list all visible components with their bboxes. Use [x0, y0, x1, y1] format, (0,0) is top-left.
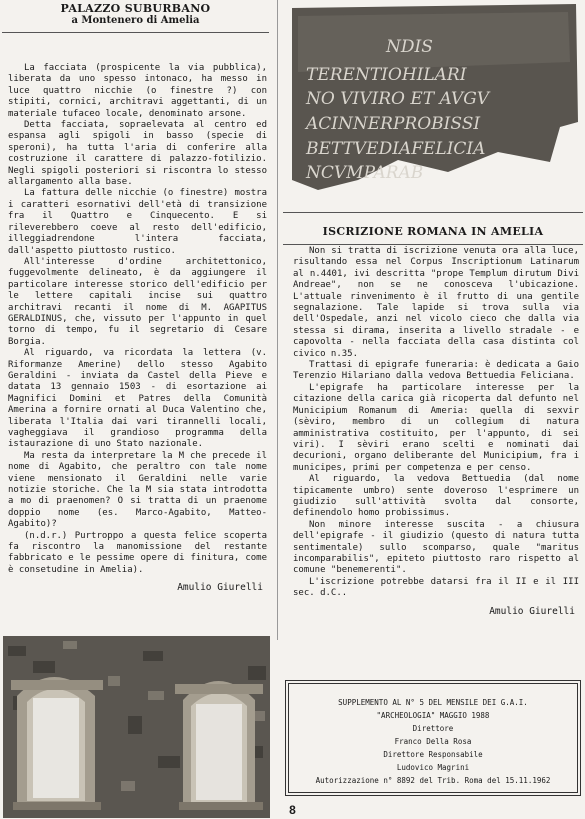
inscription-line: ACINNERPROBISSI: [306, 114, 481, 134]
inscription-line: NDIS: [386, 37, 433, 57]
paragraph: Non si tratta di iscrizione venuta ora alla luce, risultando essa nel Corpus Inscriptionum Latinarum al n.4401, ivi descritta "prope Templum dirutum Divi Andreae", non se ne conosceva l'ubicazione. L'attuale rinvenimento è il frutto di una gentile segnalazione. Tale lapide si trova sulla via dell'Ospedale, anzi nel vicolo cieco che dalla via stessa si dirama, inserita a livello stradale - e capovolta - nella facciata della casa distinta col civico n.35.: [293, 246, 579, 359]
supplement-box: [288, 683, 578, 793]
supplement-line: "ARCHEOLOGIA" MAGGIO 1988: [376, 711, 490, 720]
paragraph: L'epigrafe ha particolare interesse per la citazione della carica già ricoperta dal defunto nel Municipium Romanum di Ameria: quella di sexvir (sèviro, membro di un collegium di natura amministrativa costituito, per l'appunto, di sei viri). I sèviri erano scelti e nominati dai decurioni, organo deliberante del Municipium, fra i municipes, primi per competenza e per censo.: [293, 382, 579, 473]
right-article-header: [283, 212, 583, 245]
paragraph: (n.d.r.) Purtroppo a questa felice scoperta fa riscontro la manomissione del restante fabbricato e le pessime opere di finitura, come è consetudine in Amelia).: [8, 530, 267, 575]
paragraph: L'iscrizione potrebbe datarsi fra il II e il III sec. d.C..: [293, 576, 579, 599]
paragraph: Ma resta da interpretare la M che precede il nome di Agabito, che peraltro con tale nome viene mensionato il Geraldini nelle varie notizie storiche. Che la M sia stata introdotta a mo di praenomen? O si tratta di un praenome doppio nome (es. Marco-Agabito, Matteo-Agabito)?: [8, 450, 267, 530]
inscription-line: BETTVEDIAFELICIA: [306, 139, 486, 159]
supplement-line: Autorizzazione n° 8892 del Trib. Roma del 15.11.1962: [315, 776, 551, 785]
left-article-subtitle: a Montenero di Amelia: [71, 15, 200, 26]
inscription-line: NCVMPARAB: [306, 163, 424, 183]
paragraph: Detta facciata, sopraelevata al centro ed espansa agli spigoli in basso (specie di speroni), ha tutta l'aria di conferire alla costruzione il carattere di palazzo-fotilizio. Negli spigoli posteriori si riscontra lo stesso allargamento alla base.: [8, 120, 267, 188]
paragraph: Trattasi di epigrafe funeraria: è dedicata a Gaio Terenzio Hilariano dalla vedova Bettuedia Feliciana.: [293, 360, 579, 382]
supplement-line: Ludovico Magrini: [396, 763, 470, 772]
right-article-body: [293, 246, 579, 617]
right-article-signature: Amulio Giurelli: [489, 605, 575, 617]
page-number: 8: [289, 803, 296, 817]
facade-photo: [3, 636, 270, 818]
left-article-header: [2, 0, 269, 33]
left-article-title: PALAZZO SUBURBANO: [60, 2, 211, 15]
column-divider: [277, 0, 278, 640]
left-article-body: [0, 33, 273, 594]
paragraph: Al riguardo, la vedova Bettuedia (dal nome tipicamente umbro) sente doveroso l'esprimere un giudizio sull'attività svolta dal consorte, definendolo homo probissimus.: [293, 474, 579, 519]
supplement-line: SUPPLEMENTO AL N° 5 DEL MENSILE DEI G.A.I.: [338, 698, 528, 707]
supplement-line: Franco Della Rosa: [394, 737, 472, 746]
right-article-title: ISCRIZIONE ROMANA IN AMELIA: [322, 225, 544, 238]
inscription-line: NO VIVIRO ET AVGV: [306, 89, 490, 109]
paragraph: All'interesse d'ordine architettonico, fuggevolmente delineato, è da aggiungere il particolare interesse storico dell'edificio per le lettere capitali incise sui quattro architravi recanti il nome di M. AGAPITUS GERALDINUS, che, vissuto per l'appunto in quel torno di tempo, fu il segretario di Cesare Borgia.: [8, 256, 267, 347]
inscription-line: TERENTIOHILARI: [306, 65, 467, 85]
left-article-signature: Amulio Giurelli: [177, 582, 263, 594]
paragraph: Non minore interesse suscita - a chiusura dell'epigrafe - il giudizio (questo di natura tutta sentimentale) sullo scomparso, quale "maritus incomparabilis", epiteto piuttosto raro rispetto al comune "benemerenti".: [293, 519, 579, 576]
paragraph: Al riguardo, va ricordata la lettera (v. Riformanze Amerine) dello stesso Agabito Geraldini - inviata da Castel della Pieve e datata 13 gennaio 1503 - di esortazione ai Magnifici Domini et Patres della Comunità Amerina a fornire ornati al Duca Valentino che, liberata l'Italia dai vari tirannelli locali, vagheggiava il grandioso programma della istaurazione di uno Stato nazionale.: [8, 348, 267, 450]
left-article: [0, 0, 273, 594]
paragraph: La facciata (prospicente la via pubblica), liberata da uno spesso intonaco, ha messo in luce quattro nicchie (o finestre ?) con stipiti, cornici, architravi aggettanti, di un materiale tufaceo locale, denominato arsone.: [8, 63, 267, 119]
inscription-photo: [288, 2, 581, 197]
supplement-line: Direttore Responsabile: [383, 750, 483, 759]
supplement-line: Direttore: [412, 724, 454, 733]
paragraph: La fattura delle nicchie (o finestre) mostra i caratteri esornativi dell'età di transizione fra il Quattro e Cinquecento. E si rileverebbero coeve al resto dell'edificio, illeggiadrendone l'intera facciata, dall'aspetto piuttosto rustico.: [8, 188, 267, 256]
